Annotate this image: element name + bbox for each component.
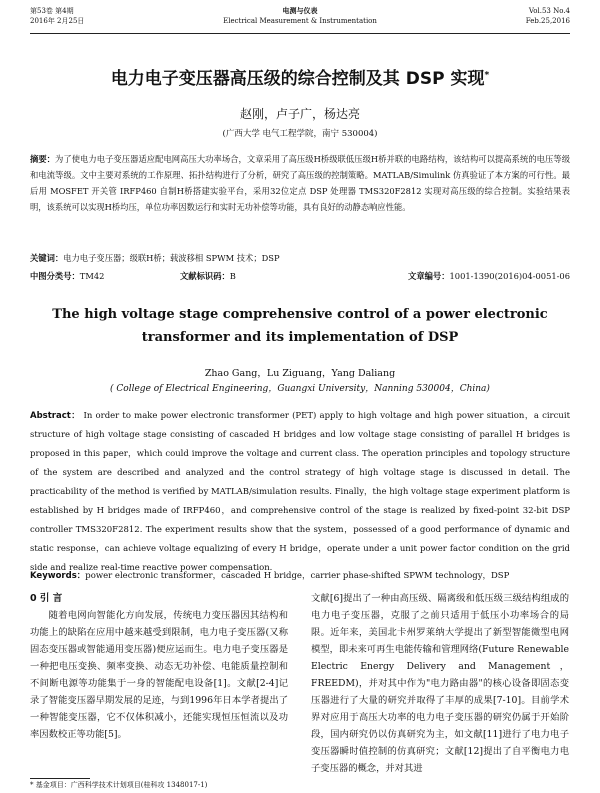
keywords-en-text: power electronic transformer，cascaded H bridge，carrier phase-shifted SPWM technology，DSP	[85, 571, 510, 581]
header-journal	[30, 6, 570, 26]
title-zh	[20, 64, 580, 89]
affiliation-zh: (广西大学 电气工程学院，南宁 530004)	[222, 129, 378, 139]
body-column-right	[311, 590, 569, 777]
abstract-en-label: Abstract：	[30, 411, 81, 421]
abstract-zh-text: 为了使电力电子变压器适应配电网高压大功率场合，文章采用了高压级H桥级联低压级H桥并联的电路结构，该结构可以提高系统的电压等级和电流等级。文中主要对系统的工作原理、拓扑结构进行了分析，研究了高压级的控制策略。MATLAB/Simulink 仿真验证了本方案的可行性。最后用 MOSFET 开关管 IRFP460 自制H桥搭建实验平台，采用32位定点 DSP 处理器 TMS320F2812 实现对高压级的综合控制。实验结果表明，该系统可以实现H桥均压，单位功率因数运行和实时无功补偿等功能，具有良好的动静态响应性能。	[30, 154, 570, 212]
clc-field	[30, 269, 104, 283]
header-volume: 第53卷 第4期	[30, 7, 74, 15]
header-vol-no: Vol.53 No.4	[528, 7, 570, 15]
running-header	[30, 6, 570, 36]
footnote-funding: * 基金项目：广西科学技术计划项目(桂科攻 1348017-1)	[30, 781, 208, 789]
authors-en: Zhao Gang，Lu Ziguang，Yang Daliang	[204, 368, 396, 379]
intro-paragraph-left: 随着电网向智能化方向发展，传统电力变压器因其结构和功能上的缺陷在应用中越来越受到限制，电力电子变压器(又称固态变压器或智能通用变压器)便应运而生。电力电子变压器是一种把电压变换、频率变换、动态无功补偿、电能质量控制和不间断电源等功能集于一身的智能配电设备[1]。文献[2-4]记录了智能变压器早期发展的足迹，与到1996年日本学者提出了一种智能变压器，它不仅体积减小，还能实现恒压恒流以及功率因数校正等功能[5]。	[30, 610, 288, 740]
section-heading-intro: 0 引 言	[30, 593, 63, 604]
clc-value: TM42	[79, 271, 105, 281]
abstract-en-text: In order to make power electronic transformer (PET) apply to high voltage and high power situation，a circuit structure of high voltage stage consisting of cascaded H bridges and low voltage stage consisting of parallel H bridges is proposed in this paper，which could improve the voltage and current class. The operation principles and topology structure of the system are described and analyzed and the control strategy of high voltage stage is discussed in detail. The practicability of the method is verified by MATLAB/simulation results. Finally，the high voltage stage experiment platform is established by H bridges made of IRFP460，and comprehensive control of the stage is realized by fixed-point 32-bit DSP controller TMS320F2812. The experiment results show that the system，possessed of a good performance of dynamic and static response，can achieve voltage equalizing of every H bridge，operate under a unit power factor condition on the grid side and realize real-time reactive power compensation.	[30, 411, 570, 573]
article-no-value: 1001-1390(2016)04-0051-06	[449, 271, 570, 281]
header-date-zh: 2016年 2月25日	[30, 17, 85, 25]
title-zh-text: 电力电子变压器高压级的综合控制及其 DSP 实现	[110, 69, 485, 89]
keywords-zh	[30, 251, 570, 265]
keywords-zh-text: 电力电子变压器；级联H桥；载波移相 SPWM 技术；DSP	[63, 253, 280, 263]
keywords-en	[30, 569, 570, 583]
abstract-en	[30, 407, 570, 578]
authors-zh: 赵刚，卢子广，杨达亮	[239, 107, 360, 121]
clc-label: 中图分类号：	[30, 271, 80, 281]
header-date-en: Feb.25,2016	[525, 17, 570, 25]
keywords-en-label: Keywords：	[30, 571, 86, 581]
header-journal-zh: 电测与仪表	[282, 6, 318, 15]
doc-code-label: 文献标识码：	[180, 271, 230, 281]
title-en: The high voltage stage comprehensive control of a power electronic transformer and its implementation of DSP	[52, 307, 548, 345]
body-column-left	[30, 590, 288, 743]
keywords-zh-label: 关键词：	[30, 253, 64, 263]
footnote-rule	[30, 778, 90, 779]
article-no-field	[408, 269, 570, 283]
doc-code-field	[180, 269, 236, 283]
header-journal-en: Electrical Measurement & Instrumentation	[223, 17, 377, 25]
doc-code-value: B	[229, 271, 236, 281]
abstract-zh-label: 摘要：	[30, 154, 56, 164]
affiliation-en: ( College of Electrical Engineering，Guangxi University，Nanning 530004，China)	[110, 384, 490, 394]
header-vol-en	[526, 6, 570, 26]
abstract-zh	[30, 151, 570, 215]
classification-line	[30, 269, 570, 283]
intro-paragraph-right: 文献[6]提出了一种由高压级、隔离级和低压级三级结构组成的电力电子变压器，克服了之前只适用于低压小功率场合的局限。近年来，美国北卡州罗莱纳大学提出了新型智能微型电网模型，即未来可再生电能传输和管理网络(Future Renewable Electric Energy Delivery and Management，FREEDM)，并对其中作为"电力路由器"的核心设备即固态变压器进行了大量的研究并取得了丰厚的成果[7-10]。目前学术界对应用于高压大功率的电力电子变压器的研究仍属于开始阶段，国内研究仍以仿真研究为主，如文献[11]进行了电力电子变压器瞬时值控制的仿真研究；文献[12]提出了自平衡电力电子变压器的概念，并对其进	[311, 593, 569, 774]
article-no-label: 文章编号：	[408, 271, 450, 281]
title-footnote-mark: *	[484, 70, 490, 81]
header-rule	[30, 33, 570, 34]
